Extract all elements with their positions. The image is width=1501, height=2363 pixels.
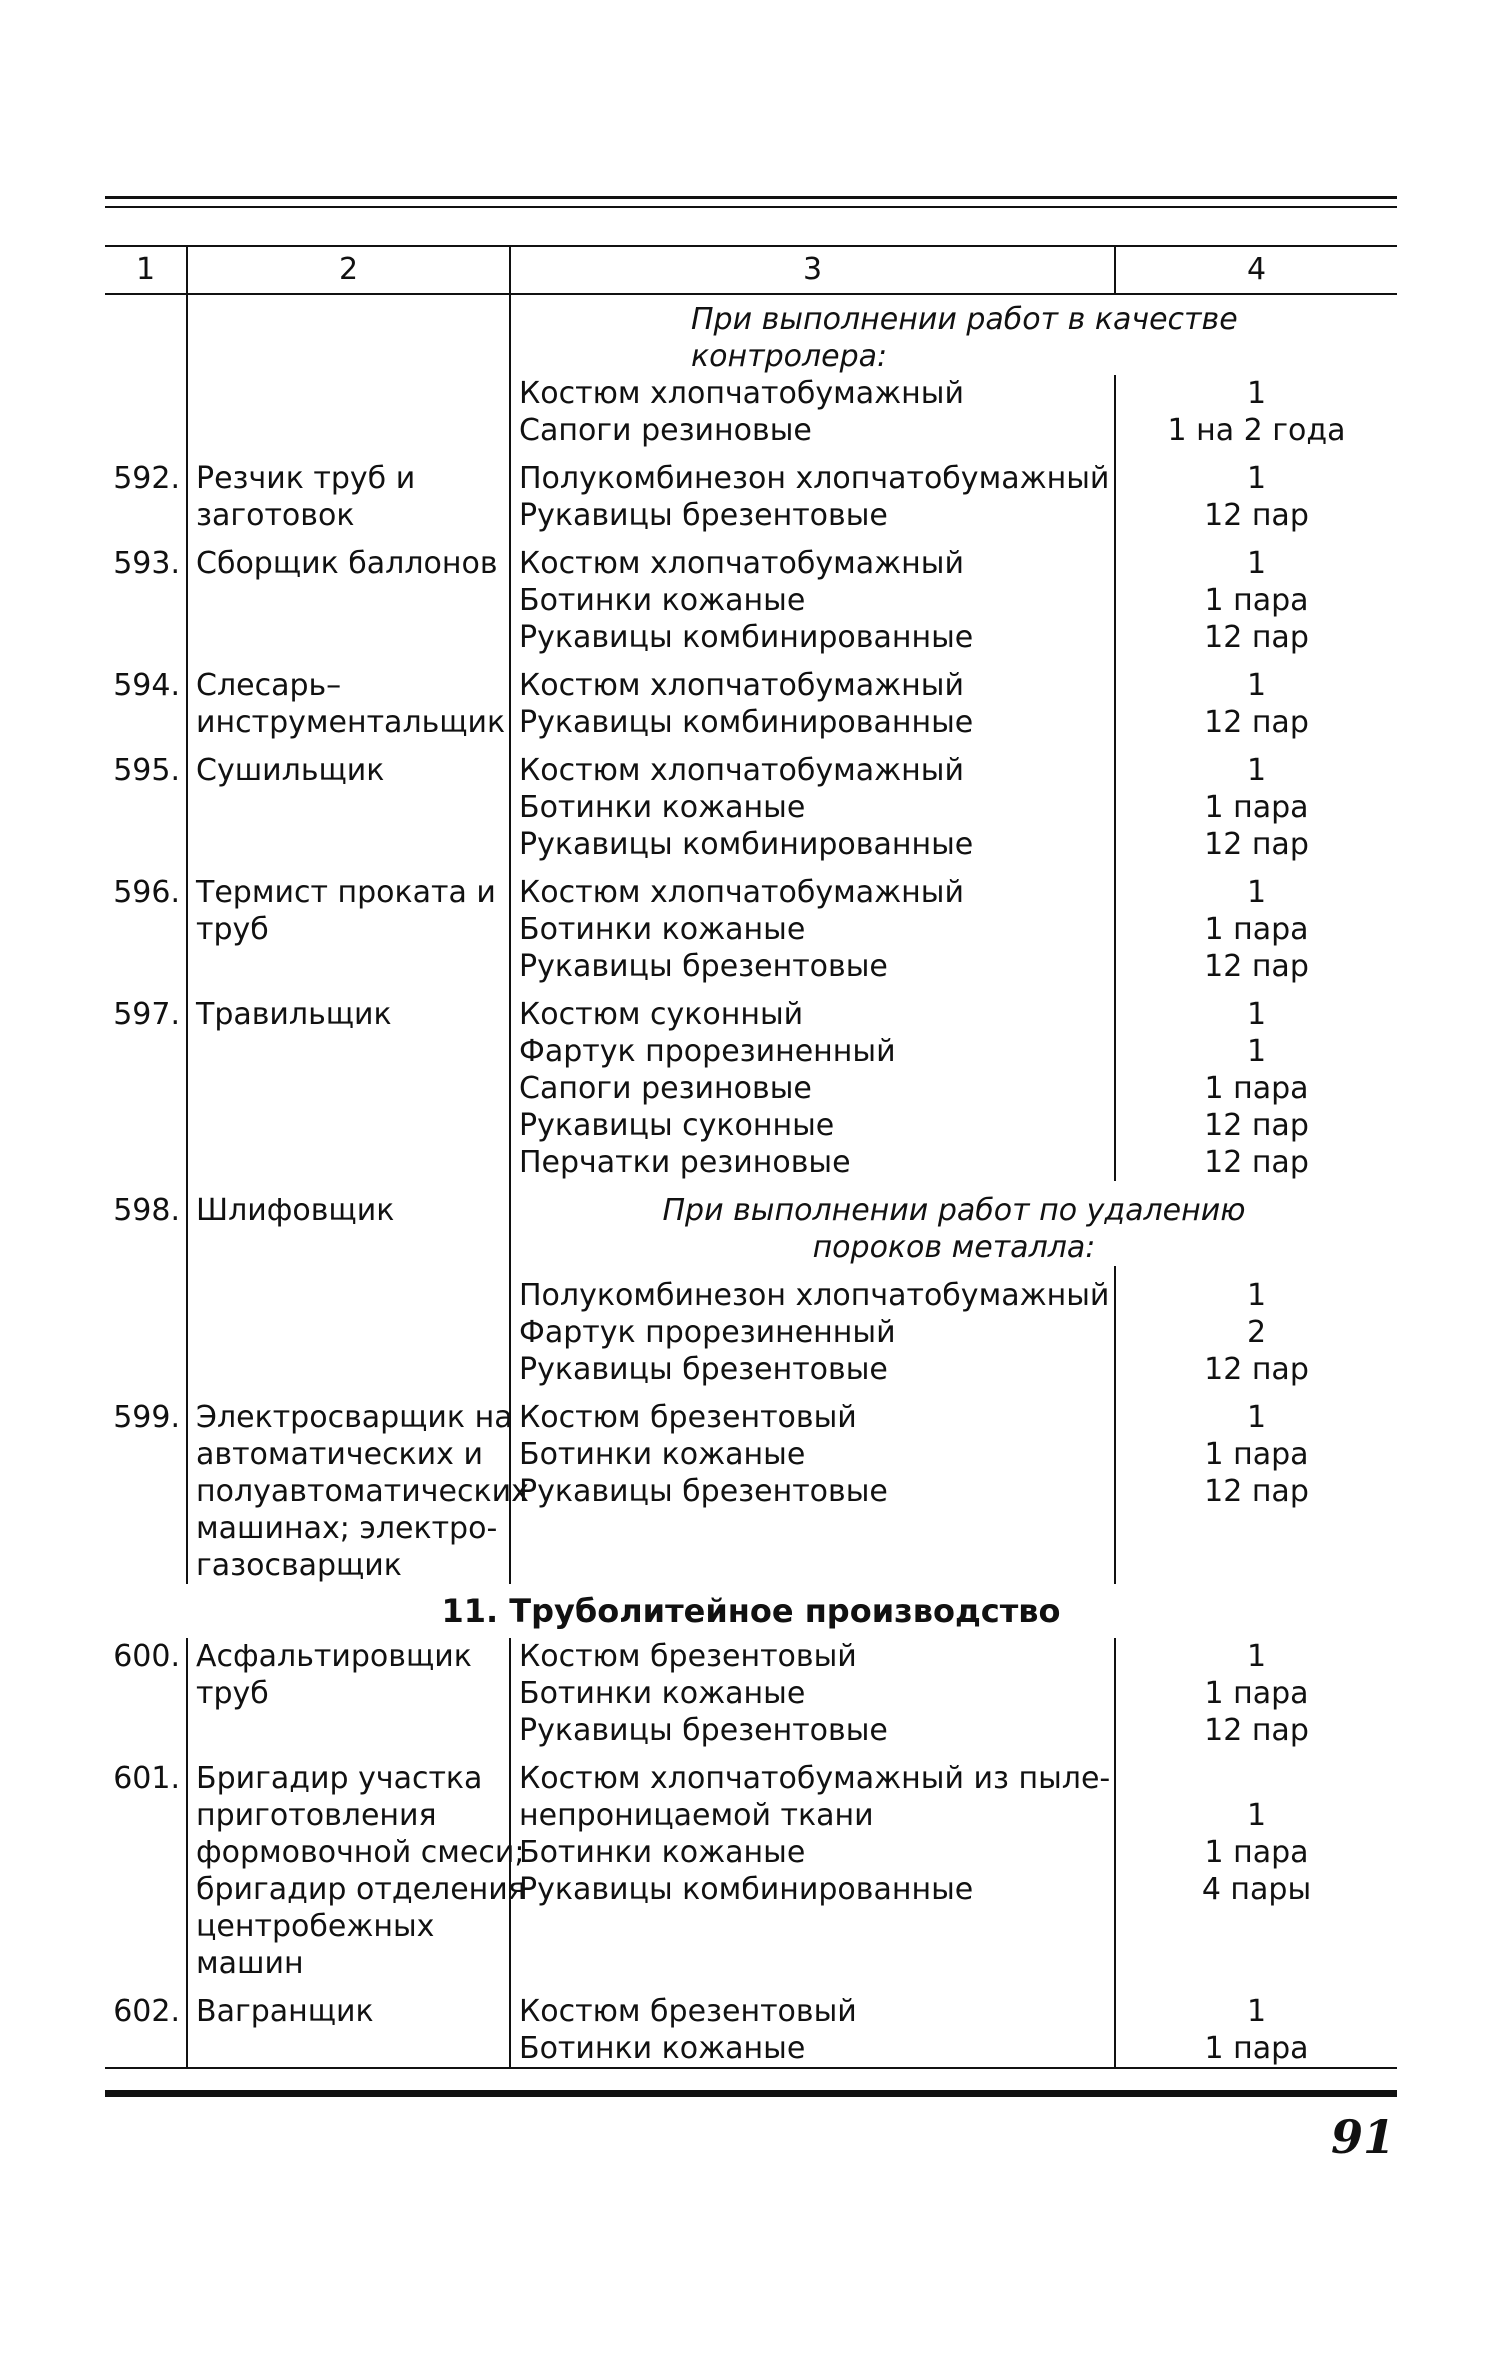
profession-title: Шлифовщик [187, 1181, 510, 1266]
profession-title: заготовок [196, 498, 355, 533]
profession-title: Бригадир участка [196, 1761, 483, 1796]
item-name: Костюм брезентовый [519, 1400, 857, 1435]
table-row [105, 449, 1397, 534]
note-controller: При выполнении работ в качестве контролера: [691, 302, 1238, 374]
item-name: Перчатки резиновые [519, 1145, 851, 1180]
row-number: 593. [105, 534, 187, 656]
profession-title: газосварщик [196, 1548, 402, 1583]
item-name: Костюм хлопчатобумажный [519, 668, 964, 703]
header-col-2: 2 [187, 246, 510, 294]
item-name: Рукавицы комбинированные [519, 827, 974, 862]
header-col-4: 4 [1115, 246, 1397, 294]
item-name: Рукавицы суконные [519, 1108, 835, 1143]
profession-title: центробежных [196, 1909, 435, 1944]
row-number: 602. [105, 1982, 187, 2068]
ppe-table [105, 245, 1397, 2069]
item-name: Ботинки кожаные [519, 1437, 806, 1472]
item-qty: 12 пар [1204, 1145, 1309, 1180]
item-name: Костюм брезентовый [519, 1994, 857, 2029]
item-qty: 4 пары [1201, 1872, 1312, 1907]
item-name: Костюм брезентовый [519, 1639, 857, 1674]
item-name: Костюм хлопчатобумажный [519, 753, 964, 788]
item-qty: 1 [1246, 1278, 1267, 1313]
item-qty: 12 пар [1204, 1108, 1309, 1143]
profession-title: Электросварщик на [196, 1400, 513, 1435]
item-qty: 1 [1246, 997, 1267, 1032]
table-row [105, 375, 1397, 449]
item-name: Рукавицы комбинированные [519, 620, 974, 655]
table-row [105, 1388, 1397, 1584]
item-qty: 1 [1246, 376, 1267, 411]
profession-title: формовочной смеси; [196, 1835, 525, 1870]
item-name: Ботинки кожаные [519, 2031, 806, 2066]
item-qty: 1 [1246, 753, 1267, 788]
item-name: Костюм хлопчатобумажный [519, 546, 964, 581]
item-name: Фартук прорезиненный [519, 1034, 896, 1069]
item-name: Рукавицы брезентовые [519, 1352, 888, 1387]
item-qty: 1 [1246, 1034, 1267, 1069]
table-row [105, 534, 1397, 656]
table-row [105, 1982, 1397, 2068]
table-header [105, 246, 1397, 294]
item-qty: 1 [1246, 1798, 1267, 1833]
item-qty: 2 [1246, 1315, 1267, 1350]
item-name: Рукавицы комбинированные [519, 705, 974, 740]
item-name: Сапоги резиновые [519, 1071, 812, 1106]
item-qty: 12 пар [1204, 827, 1309, 862]
top-rule-1 [105, 196, 1397, 199]
note-defects: При выполнении работ по удалению [662, 1193, 1246, 1228]
profession-title: приготовления [196, 1798, 437, 1833]
row-number: 594. [105, 656, 187, 741]
profession-title: Термист проката и [196, 875, 496, 910]
item-qty: 1 пара [1204, 790, 1309, 825]
item-name: Рукавицы брезентовые [519, 498, 888, 533]
profession-title: труб [196, 912, 269, 947]
table-row [105, 1181, 1397, 1266]
item-qty: 1 [1246, 546, 1267, 581]
item-name: Костюм хлопчатобумажный из пыле- [519, 1761, 1111, 1796]
item-qty: 1 на 2 года [1167, 413, 1346, 448]
item-qty: 12 пар [1204, 949, 1309, 984]
table-row [105, 863, 1397, 985]
item-qty: 12 пар [1204, 1352, 1309, 1387]
item-name: Рукавицы брезентовые [519, 1713, 888, 1748]
item-qty: 1 [1246, 461, 1267, 496]
page-number: 91 [1330, 2110, 1395, 2164]
header-col-1: 1 [105, 246, 187, 294]
row-number: 592. [105, 449, 187, 534]
table-row [105, 741, 1397, 863]
item-qty: 12 пар [1204, 705, 1309, 740]
profession-title: труб [196, 1676, 269, 1711]
item-name: Костюм хлопчатобумажный [519, 376, 964, 411]
item-name: Фартук прорезиненный [519, 1315, 896, 1350]
item-name: Рукавицы брезентовые [519, 949, 888, 984]
item-name: Рукавицы брезентовые [519, 1474, 888, 1509]
item-name: Костюм суконный [519, 997, 804, 1032]
row-number: 595. [105, 741, 187, 863]
profession-title: Слесарь– [196, 668, 342, 703]
profession-title: машинах; электро- [196, 1511, 498, 1546]
item-qty: 12 пар [1204, 498, 1309, 533]
table-row [105, 985, 1397, 1181]
item-qty [1116, 1760, 1397, 1797]
item-qty: 1 [1246, 1639, 1267, 1674]
top-rule-2 [105, 206, 1397, 208]
item-name: Сапоги резиновые [519, 413, 812, 448]
item-qty: 1 пара [1204, 1437, 1309, 1472]
profession-title: Травильщик [196, 997, 392, 1032]
item-qty: 1 пара [1204, 1071, 1309, 1106]
item-qty: 1 пара [1204, 583, 1309, 618]
profession-title: полуавтоматических [196, 1474, 529, 1509]
item-qty: 1 [1246, 668, 1267, 703]
item-qty: 1 [1246, 1994, 1267, 2029]
table-row [105, 656, 1397, 741]
bottom-rule [105, 2090, 1397, 2097]
section-title: 11. Труболитейное производство [441, 1592, 1061, 1630]
profession-title: Вагранщик [187, 1982, 510, 2068]
section-row [105, 1584, 1397, 1638]
profession-title: инструментальщик [196, 705, 506, 740]
row-number: 599. [105, 1388, 187, 1584]
item-qty: 12 пар [1204, 620, 1309, 655]
table-row [105, 1266, 1397, 1388]
profession-title: Резчик труб и [196, 461, 416, 496]
item-qty: 1 пара [1204, 2031, 1309, 2066]
item-qty: 12 пар [1204, 1713, 1309, 1748]
profession-title: автоматических и [196, 1437, 483, 1472]
item-qty: 1 [1246, 1400, 1267, 1435]
item-qty: 1 пара [1204, 1676, 1309, 1711]
item-qty: 1 пара [1204, 912, 1309, 947]
table-row [105, 294, 1397, 375]
profession-title: Асфальтировщик [196, 1639, 472, 1674]
item-name: Рукавицы комбинированные [519, 1872, 974, 1907]
row-number: 596. [105, 863, 187, 985]
item-name: Ботинки кожаные [519, 583, 806, 618]
row-number: 600. [105, 1638, 187, 1749]
header-col-3: 3 [510, 246, 1115, 294]
item-name: Ботинки кожаные [519, 912, 806, 947]
item-name: Костюм хлопчатобумажный [519, 875, 964, 910]
item-name: Ботинки кожаные [519, 790, 806, 825]
table-row [105, 1749, 1397, 1982]
row-number: 597. [105, 985, 187, 1181]
note-defects: пороков металла: [812, 1230, 1096, 1265]
item-qty: 1 [1246, 875, 1267, 910]
item-name: Ботинки кожаные [519, 1835, 806, 1870]
row-number: 598. [105, 1181, 187, 1266]
profession-title: Сушильщик [196, 753, 385, 788]
profession-title: бригадир отделения [196, 1872, 526, 1907]
table-row [105, 1638, 1397, 1749]
item-qty: 12 пар [1204, 1474, 1309, 1509]
item-name: Ботинки кожаные [519, 1676, 806, 1711]
profession-title: Сборщик баллонов [196, 546, 498, 581]
profession-title: машин [196, 1946, 304, 1981]
item-name: Полукомбинезон хлопчатобумажный [519, 461, 1110, 496]
item-name: Полукомбинезон хлопчатобумажный [519, 1278, 1110, 1313]
item-name: непроницаемой ткани [519, 1798, 874, 1833]
item-qty: 1 пара [1204, 1835, 1309, 1870]
row-number: 601. [105, 1749, 187, 1982]
